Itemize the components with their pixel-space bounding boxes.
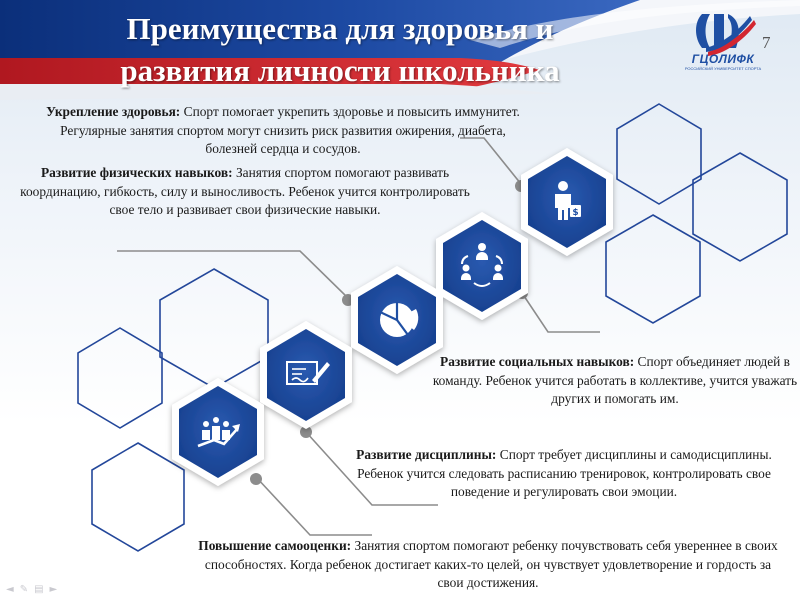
benefit-self-esteem-text: Занятия спортом помогают ребенку почувствовать себя увереннее в своих способностях. Когда ребенок достигает каких-то целей, он чувствует удовлетворение и гордость за свои достижения.	[204, 538, 778, 590]
benefit-self-esteem-heading: Повышение самооценки:	[198, 538, 352, 553]
next-slide-icon[interactable]: ►	[49, 584, 58, 595]
benefit-physical	[20, 164, 470, 220]
benefit-health-text: Спорт помогает укрепить здоровье и повысить иммунитет. Регулярные занятия спортом могут снизить риск развития ожирения, диабета, болезней сердца и сосудов.	[60, 104, 520, 156]
menu-icon[interactable]: ▤	[34, 584, 44, 595]
outline-hexagon	[78, 328, 162, 428]
connector-line	[117, 251, 348, 298]
prev-slide-icon[interactable]: ◄	[6, 584, 14, 595]
hexagon-social	[436, 212, 528, 320]
svg-text:$: $	[572, 208, 579, 218]
benefit-health	[38, 103, 528, 159]
benefit-health-heading: Укрепление здоровья:	[46, 104, 181, 119]
logo-name: ГЦОЛИФК	[691, 52, 755, 66]
connector-dot	[250, 473, 262, 485]
benefit-physical-heading: Развитие физических навыков:	[40, 165, 233, 180]
benefit-physical-text: Занятия спортом помогают развивать координацию, гибкость, силу и выносливость. Ребенок учится контролировать свое тело и развивает свои физические навыки.	[20, 165, 470, 217]
slide-number: 7	[762, 33, 771, 52]
outline-hexagon	[617, 104, 701, 204]
benefit-social-text: Спорт объединяет людей в команду. Ребенок учится работать в коллективе, учится уважать других и помогать им.	[432, 354, 798, 406]
hexagon-discipline	[260, 321, 352, 429]
title-line-1: Преимущества для здоровья и	[126, 11, 554, 46]
benefit-social	[432, 353, 798, 409]
connector-line	[522, 293, 600, 332]
benefit-discipline-heading: Развитие дисциплины:	[356, 447, 497, 462]
benefit-discipline-text: Спорт требует дисциплины и самодисциплины. Ребенок учится следовать расписанию тренировок, контролировать свое поведение и регулировать свои эмоции.	[357, 447, 772, 499]
benefit-social-heading: Развитие социальных навыков:	[440, 354, 635, 369]
logo-subtitle: РОССИЙСКИЙ УНИВЕРСИТЕТ СПОРТА	[684, 66, 762, 71]
outline-hexagon	[693, 153, 787, 261]
benefit-discipline	[350, 446, 778, 502]
outline-hexagon	[606, 215, 700, 323]
outline-hexagon	[92, 443, 184, 551]
slideshow-controls	[6, 584, 57, 595]
benefit-self-esteem	[198, 537, 778, 593]
title-line-2: развития личности школьника	[120, 53, 560, 88]
outline-hexagon	[160, 269, 268, 388]
pen-icon[interactable]: ✎	[19, 584, 29, 595]
